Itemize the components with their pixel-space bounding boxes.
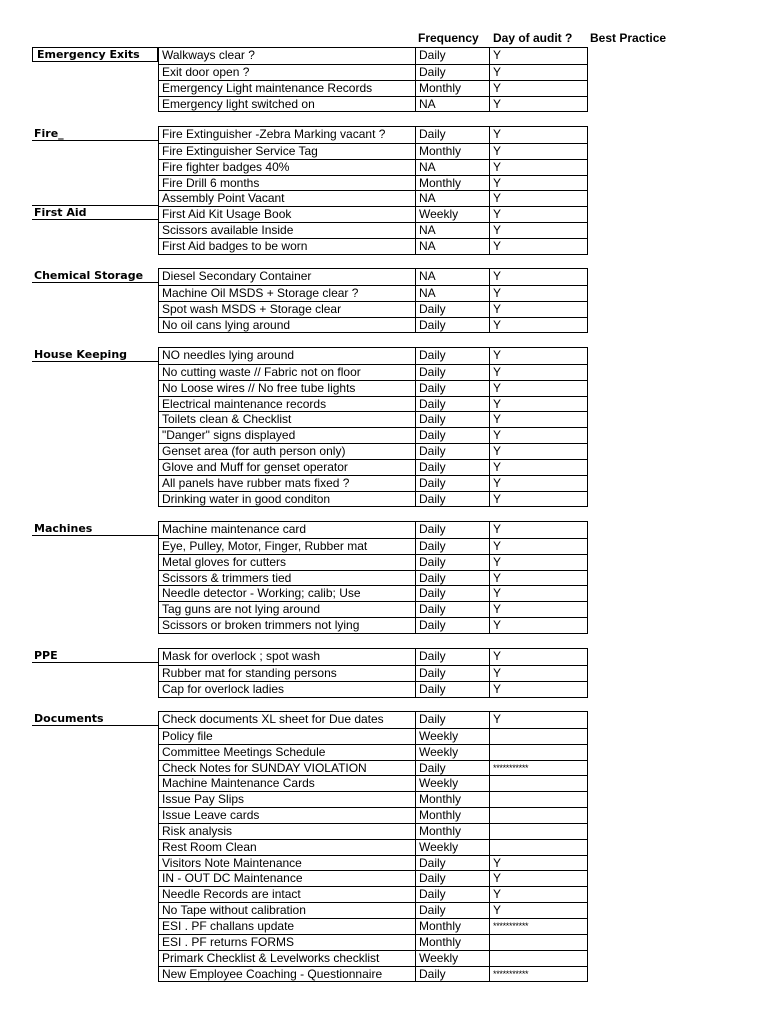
table-row [158,823,588,839]
table-row [158,966,588,982]
checklist-item-cell: Issue Pay Slips [158,792,416,807]
table-row [158,554,588,570]
category-label-emergency-exits: Emergency Exits [32,47,158,62]
audit-cell: Y [490,65,588,80]
checklist-item-cell: Primark Checklist & Levelworks checklist [158,951,416,966]
checklist-item-cell: No cutting waste // Fabric not on floor [158,365,416,380]
frequency-cell: Daily [416,492,490,507]
frequency-cell: NA [416,97,490,112]
table-row [158,934,588,950]
frequency-cell: Daily [416,602,490,617]
checklist-item-cell: Tag guns are not lying around [158,602,416,617]
audit-cell: Y [490,302,588,317]
frequency-cell: Monthly [416,935,490,950]
audit-cell: *********** [490,761,588,776]
frequency-cell: Monthly [416,81,490,96]
checklist-item-cell: Fire Drill 6 months [158,176,416,191]
table-row [158,475,588,491]
table-row [158,839,588,855]
table-row [158,744,588,760]
checklist-item-cell: Emergency light switched on [158,97,416,112]
checklist-item-cell: First Aid badges to be worn [158,239,416,254]
checklist-item-cell: No Tape without calibration [158,903,416,918]
frequency-cell: Weekly [416,951,490,966]
frequency-cell: Daily [416,428,490,443]
frequency-cell: Monthly [416,176,490,191]
checklist-item-cell: Fire Extinguisher Service Tag [158,144,416,159]
table-row [158,902,588,918]
checklist-item-cell: Rubber mat for standing persons [158,666,416,681]
audit-cell: Y [490,712,588,728]
audit-cell: Y [490,682,588,697]
checklist-item-cell: Metal gloves for cutters [158,555,416,570]
frequency-cell: Daily [416,444,490,459]
table-row [158,601,588,617]
checklist-item-cell: Scissors available Inside [158,223,416,238]
table-row [158,48,588,64]
audit-cell: Y [490,127,588,143]
category-label-ppe: PPE [32,648,158,663]
checklist-item-cell: No oil cans lying around [158,318,416,333]
checklist-item-cell: Check Notes for SUNDAY VIOLATION [158,761,416,776]
checklist-item-cell: Electrical maintenance records [158,397,416,412]
audit-cell: Y [490,492,588,507]
audit-cell: Y [490,207,588,222]
table-row [158,443,588,459]
category-label-fire: Fire_ [32,126,158,141]
audit-cell [490,729,588,744]
section-table-chemical-storage [158,268,588,333]
table-row [158,190,588,206]
table-row [158,491,588,507]
table-row [158,538,588,554]
checklist-item-cell: Diesel Secondary Container [158,269,416,285]
checklist-item-cell: Scissors & trimmers tied [158,571,416,586]
checklist-item-cell: Machine maintenance card [158,522,416,538]
frequency-cell: Monthly [416,808,490,823]
checklist-item-cell: Walkways clear ? [158,48,416,64]
frequency-cell: Monthly [416,919,490,934]
frequency-cell: Weekly [416,745,490,760]
audit-cell: Y [490,522,588,538]
frequency-cell: NA [416,160,490,175]
table-row [158,206,588,222]
checklist-item-cell: Fire fighter badges 40% [158,160,416,175]
header-day-of-audit: Day of audit ? [493,31,573,45]
frequency-cell: Daily [416,381,490,396]
checklist-item-cell: Policy file [158,729,416,744]
audit-cell: *********** [490,967,588,982]
header-frequency: Frequency [418,31,479,45]
table-row [158,760,588,776]
checklist-item-cell: Machine Maintenance Cards [158,776,416,791]
audit-cell: Y [490,666,588,681]
checklist-item-cell: "Danger" signs displayed [158,428,416,443]
frequency-cell: Daily [416,522,490,538]
checklist-item-cell: ESI . PF challans update [158,919,416,934]
checklist-item-cell: No Loose wires // No free tube lights [158,381,416,396]
frequency-cell: Daily [416,649,490,665]
checklist-item-cell: Visitors Note Maintenance [158,856,416,871]
table-row [158,159,588,175]
audit-cell: Y [490,555,588,570]
section-table-ppe [158,648,588,698]
table-row [158,348,588,364]
table-row [158,775,588,791]
frequency-cell: Daily [416,887,490,902]
frequency-cell: NA [416,239,490,254]
audit-cell: Y [490,856,588,871]
frequency-cell: Daily [416,712,490,728]
audit-cell: Y [490,286,588,301]
table-row [158,222,588,238]
table-row [158,585,588,601]
audit-cell: Y [490,176,588,191]
table-row [158,427,588,443]
table-row [158,570,588,586]
frequency-cell: Monthly [416,144,490,159]
frequency-cell: Daily [416,412,490,427]
audit-cell: Y [490,649,588,665]
audit-cell: Y [490,618,588,633]
table-row [158,175,588,191]
checklist-item-cell: Issue Leave cards [158,808,416,823]
checklist-item-cell: Spot wash MSDS + Storage clear [158,302,416,317]
table-row [158,301,588,317]
table-row [158,285,588,301]
frequency-cell: Monthly [416,792,490,807]
audit-cell: Y [490,412,588,427]
audit-cell: Y [490,144,588,159]
frequency-cell: Daily [416,476,490,491]
audit-cell: Y [490,97,588,112]
audit-cell: Y [490,571,588,586]
frequency-cell: Daily [416,571,490,586]
checklist-item-cell: Toilets clean & Checklist [158,412,416,427]
category-label-house-keeping: House Keeping [32,347,158,362]
audit-cell: Y [490,160,588,175]
checklist-item-cell: Committee Meetings Schedule [158,745,416,760]
table-row [158,396,588,412]
checklist-item-cell: Rest Room Clean [158,840,416,855]
audit-cell [490,808,588,823]
audit-cell: Y [490,223,588,238]
checklist-item-cell: Genset area (for auth person only) [158,444,416,459]
audit-cell: Y [490,903,588,918]
audit-cell [490,824,588,839]
audit-cell: Y [490,586,588,601]
frequency-cell: Daily [416,65,490,80]
table-row [158,96,588,112]
table-row [158,380,588,396]
table-row [158,80,588,96]
checklist-item-cell: Scissors or broken trimmers not lying [158,618,416,633]
audit-cell: Y [490,602,588,617]
audit-cell: Y [490,871,588,886]
frequency-cell: Daily [416,365,490,380]
table-row [158,807,588,823]
audit-cell: Y [490,887,588,902]
table-row [158,364,588,380]
audit-cell [490,840,588,855]
category-label-chemical-storage: Chemical Storage [32,268,158,283]
frequency-cell: Weekly [416,207,490,222]
table-row [158,617,588,633]
section-table-machines [158,521,588,634]
table-row [158,728,588,744]
frequency-cell: Daily [416,348,490,364]
checklist-item-cell: Drinking water in good conditon [158,492,416,507]
table-row [158,649,588,665]
checklist-item-cell: All panels have rubber mats fixed ? [158,476,416,491]
checklist-item-cell: Emergency Light maintenance Records [158,81,416,96]
table-row [158,950,588,966]
frequency-cell: Daily [416,761,490,776]
table-row [158,269,588,285]
checklist-item-cell: Fire Extinguisher -Zebra Marking vacant ? [158,127,416,143]
checklist-item-cell: Needle Records are intact [158,887,416,902]
frequency-cell: Daily [416,903,490,918]
checklist-item-cell: NO needles lying around [158,348,416,364]
checklist-item-cell: Assembly Point Vacant [158,191,416,206]
table-row [158,665,588,681]
checklist-item-cell: Exit door open ? [158,65,416,80]
frequency-cell: Daily [416,871,490,886]
frequency-cell: Weekly [416,729,490,744]
section-table-documents [158,711,588,982]
audit-cell: Y [490,348,588,364]
header-best-practice: Best Practice [590,31,667,45]
audit-cell: *********** [490,919,588,934]
frequency-cell: Daily [416,302,490,317]
category-label-documents: Documents [32,711,158,726]
frequency-cell: Daily [416,539,490,554]
audit-cell: Y [490,381,588,396]
audit-cell [490,792,588,807]
audit-cell: Y [490,81,588,96]
frequency-cell: NA [416,269,490,285]
checklist-item-cell: Mask for overlock ; spot wash [158,649,416,665]
category-label-first-aid: First Aid [32,205,158,220]
frequency-cell: Daily [416,460,490,475]
frequency-cell: Daily [416,127,490,143]
frequency-cell: Daily [416,856,490,871]
audit-cell [490,745,588,760]
section-table-house-keeping [158,347,588,507]
frequency-cell: NA [416,223,490,238]
frequency-cell: NA [416,191,490,206]
table-row [158,317,588,333]
checklist-item-cell: Machine Oil MSDS + Storage clear ? [158,286,416,301]
frequency-cell: Daily [416,48,490,64]
table-row [158,238,588,254]
table-row [158,712,588,728]
audit-cell [490,951,588,966]
table-row [158,411,588,427]
audit-cell: Y [490,318,588,333]
checklist-item-cell: New Employee Coaching - Questionnaire [158,967,416,982]
audit-cell: Y [490,476,588,491]
section-table-fire [158,126,588,255]
table-row [158,522,588,538]
checklist-item-cell: IN - OUT DC Maintenance [158,871,416,886]
frequency-cell: Daily [416,682,490,697]
audit-cell [490,935,588,950]
checklist-item-cell: ESI . PF returns FORMS [158,935,416,950]
frequency-cell: Daily [416,666,490,681]
checklist-item-cell: Cap for overlock ladies [158,682,416,697]
frequency-cell: Daily [416,618,490,633]
table-row [158,791,588,807]
checklist-item-cell: Glove and Muff for genset operator [158,460,416,475]
audit-cell: Y [490,365,588,380]
frequency-cell: Daily [416,967,490,982]
frequency-cell: Weekly [416,776,490,791]
table-row [158,855,588,871]
audit-cell: Y [490,48,588,64]
audit-cell: Y [490,444,588,459]
table-row [158,143,588,159]
table-row [158,918,588,934]
audit-cell: Y [490,269,588,285]
table-row [158,886,588,902]
section-table-emergency-exits [158,47,588,112]
audit-cell: Y [490,428,588,443]
audit-cell: Y [490,239,588,254]
frequency-cell: Weekly [416,840,490,855]
frequency-cell: Daily [416,586,490,601]
table-row [158,681,588,697]
checklist-item-cell: Needle detector - Working; calib; Use [158,586,416,601]
audit-cell: Y [490,460,588,475]
category-label-machines: Machines [32,521,158,536]
audit-cell [490,776,588,791]
checklist-item-cell: Eye, Pulley, Motor, Finger, Rubber mat [158,539,416,554]
checklist-item-cell: First Aid Kit Usage Book [158,207,416,222]
table-row [158,127,588,143]
table-row [158,459,588,475]
table-row [158,64,588,80]
audit-cell: Y [490,191,588,206]
frequency-cell: Daily [416,318,490,333]
frequency-cell: Daily [416,555,490,570]
frequency-cell: NA [416,286,490,301]
audit-cell: Y [490,539,588,554]
frequency-cell: Daily [416,397,490,412]
frequency-cell: Monthly [416,824,490,839]
checklist-item-cell: Check documents XL sheet for Due dates [158,712,416,728]
table-row [158,870,588,886]
audit-cell: Y [490,397,588,412]
checklist-item-cell: Risk analysis [158,824,416,839]
